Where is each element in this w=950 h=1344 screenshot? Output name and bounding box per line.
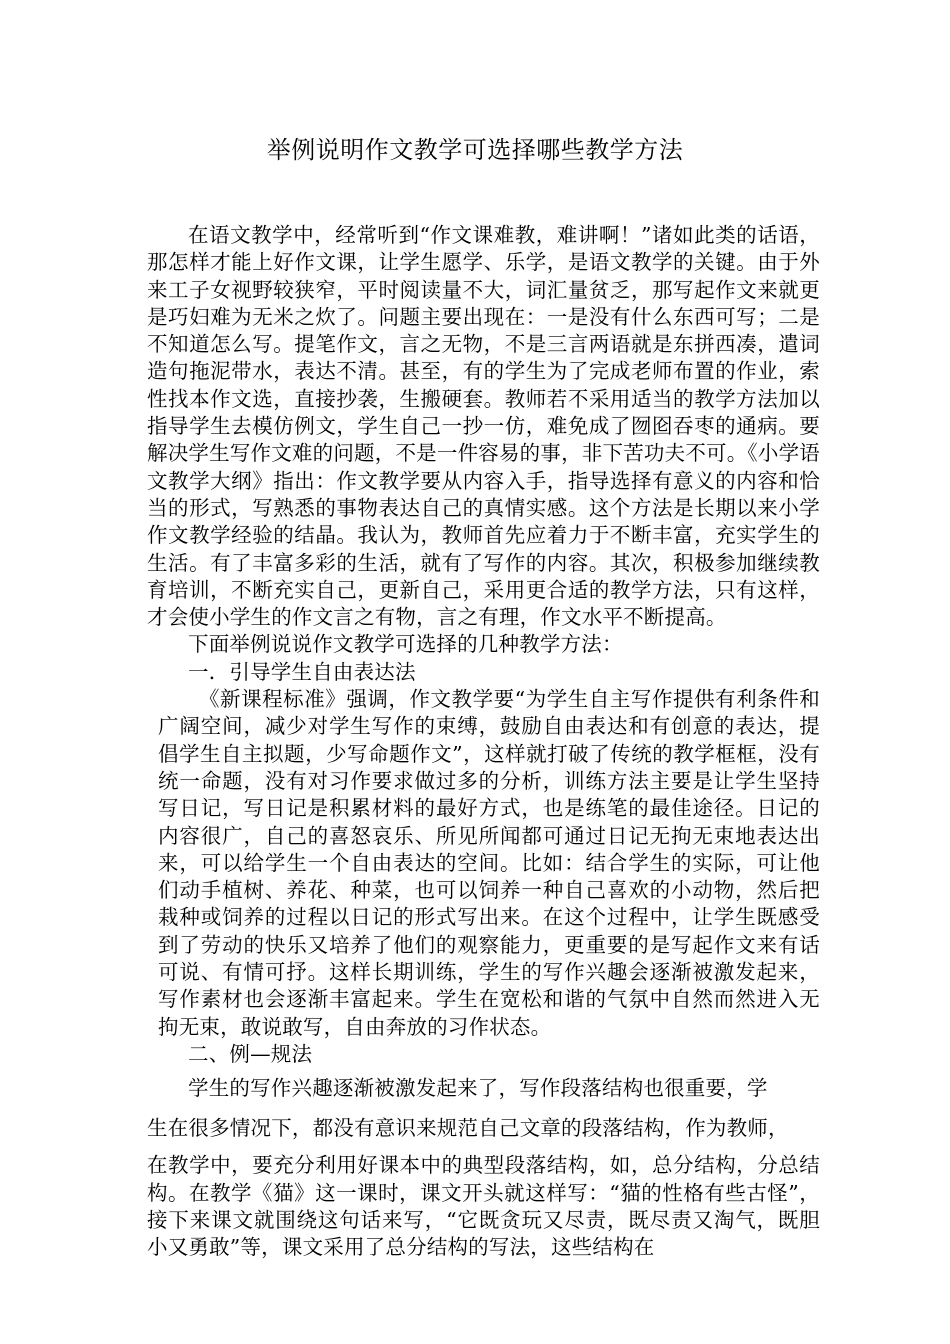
section-2-paragraph-line-2: 生在很多情况下，都没有意识来规范自己文章的段落结构，作为教师， [147,1116,789,1141]
document-title: 举例说明作文教学可选择哪些教学方法 [266,136,684,164]
document-body [147,222,820,1261]
section-2-paragraph-continued: 在教学中，要充分利用好课本中的典型段落结构，如，总分结构，分总结构。在教学《猫》这一课时，课文开头就这样写：“猫的性格有些古怪”，接下来课文就围绕这句话来写，“它既贪玩又尽责，既尽责又淘气，既胆小又勇敢”等，课文采用了总分结构的写法，这些结构在 [147,1153,820,1260]
section-heading-1: 一．引导学生自由表达法 [188,659,416,684]
lead-paragraph: 下面举例说说作文教学可选择的几种教学方法： [188,632,623,657]
section-2-paragraph-line-1: 学生的写作兴趣逐渐被激发起来了，写作段落结构也很重要，学 [188,1076,768,1101]
intro-paragraph: 在语文教学中，经常听到“作文课难教，难讲啊！”诸如此类的话语，那怎样才能上好作文课，让学生愿学、乐学，是语文教学的关键。由于外来工子女视野较狭窄，平时阅读量不大，词汇量贫乏，那写起作文来就更是巧妇难为无米之炊了。问题主要出现在：一是没有什么东西可写；二是不知道怎么写。提笔作文，言之无物，不是三言两语就是东拼西凑，遣词造句拖泥带水，表达不清。甚至，有的学生为了完成老师布置的作业，索性找本作文选，直接抄袭，生搬硬套。教师若不采用适当的教学方法加以指导学生去模仿例文，学生自己一抄一仿，难免成了囫囵吞枣的通病。要解决学生写作文难的问题，不是一件容易的事，非下苦功夫不可。《小学语文教学大纲》指出：作文教学要从内容入手，指导选择有意义的内容和恰当的形式，写熟悉的事物表达自己的真情实感。这个方法是长期以来小学作文教学经验的结晶。我认为，教师首先应着力于不断丰富，充实学生的生活。有了丰富多彩的生活，就有了写作的内容。其次，积极参加继续教育培训，不断充实自己，更新自己，采用更合适的教学方法，只有这样，才会使小学生的作文言之有物，言之有理，作文水平不断提高。 [147,223,820,630]
section-1-paragraph: 《新课程标准》强调，作文教学要“为学生自主写作提供有利条件和广阔空间，减少对学生写作的束缚，鼓励自由表达和有创意的表达，提倡学生自主拟题，少写命题作文”，这样就打破了传统的教学框框，没有统一命题，没有对习作要求做过多的分析，训练方法主要是让学生坚持写日记，写日记是积累材料的最好方式，也是练笔的最佳途径。日记的内容很广，自己的喜怒哀乐、所见所闻都可通过日记无拘无束地表达出来，可以给学生一个自由表达的空间。比如：结合学生的实际，可让他们动手植树、养花、种菜，也可以饲养一种自己喜欢的小动物，然后把栽种或饲养的过程以日记的形式写出来。在这个过程中，让学生既感受到了劳动的快乐又培养了他们的观察能力，更重要的是写起作文来有话可说、有情可抒。这样长期训练，学生的写作兴趣会逐渐被激发起来，写作素材也会逐渐丰富起来。学生在宽松和谐的气氛中自然而然进入无拘无束，敢说敢写，自由奔放的习作状态。 [158,687,820,1039]
section-heading-2: 二、例—规法 [188,1041,313,1066]
